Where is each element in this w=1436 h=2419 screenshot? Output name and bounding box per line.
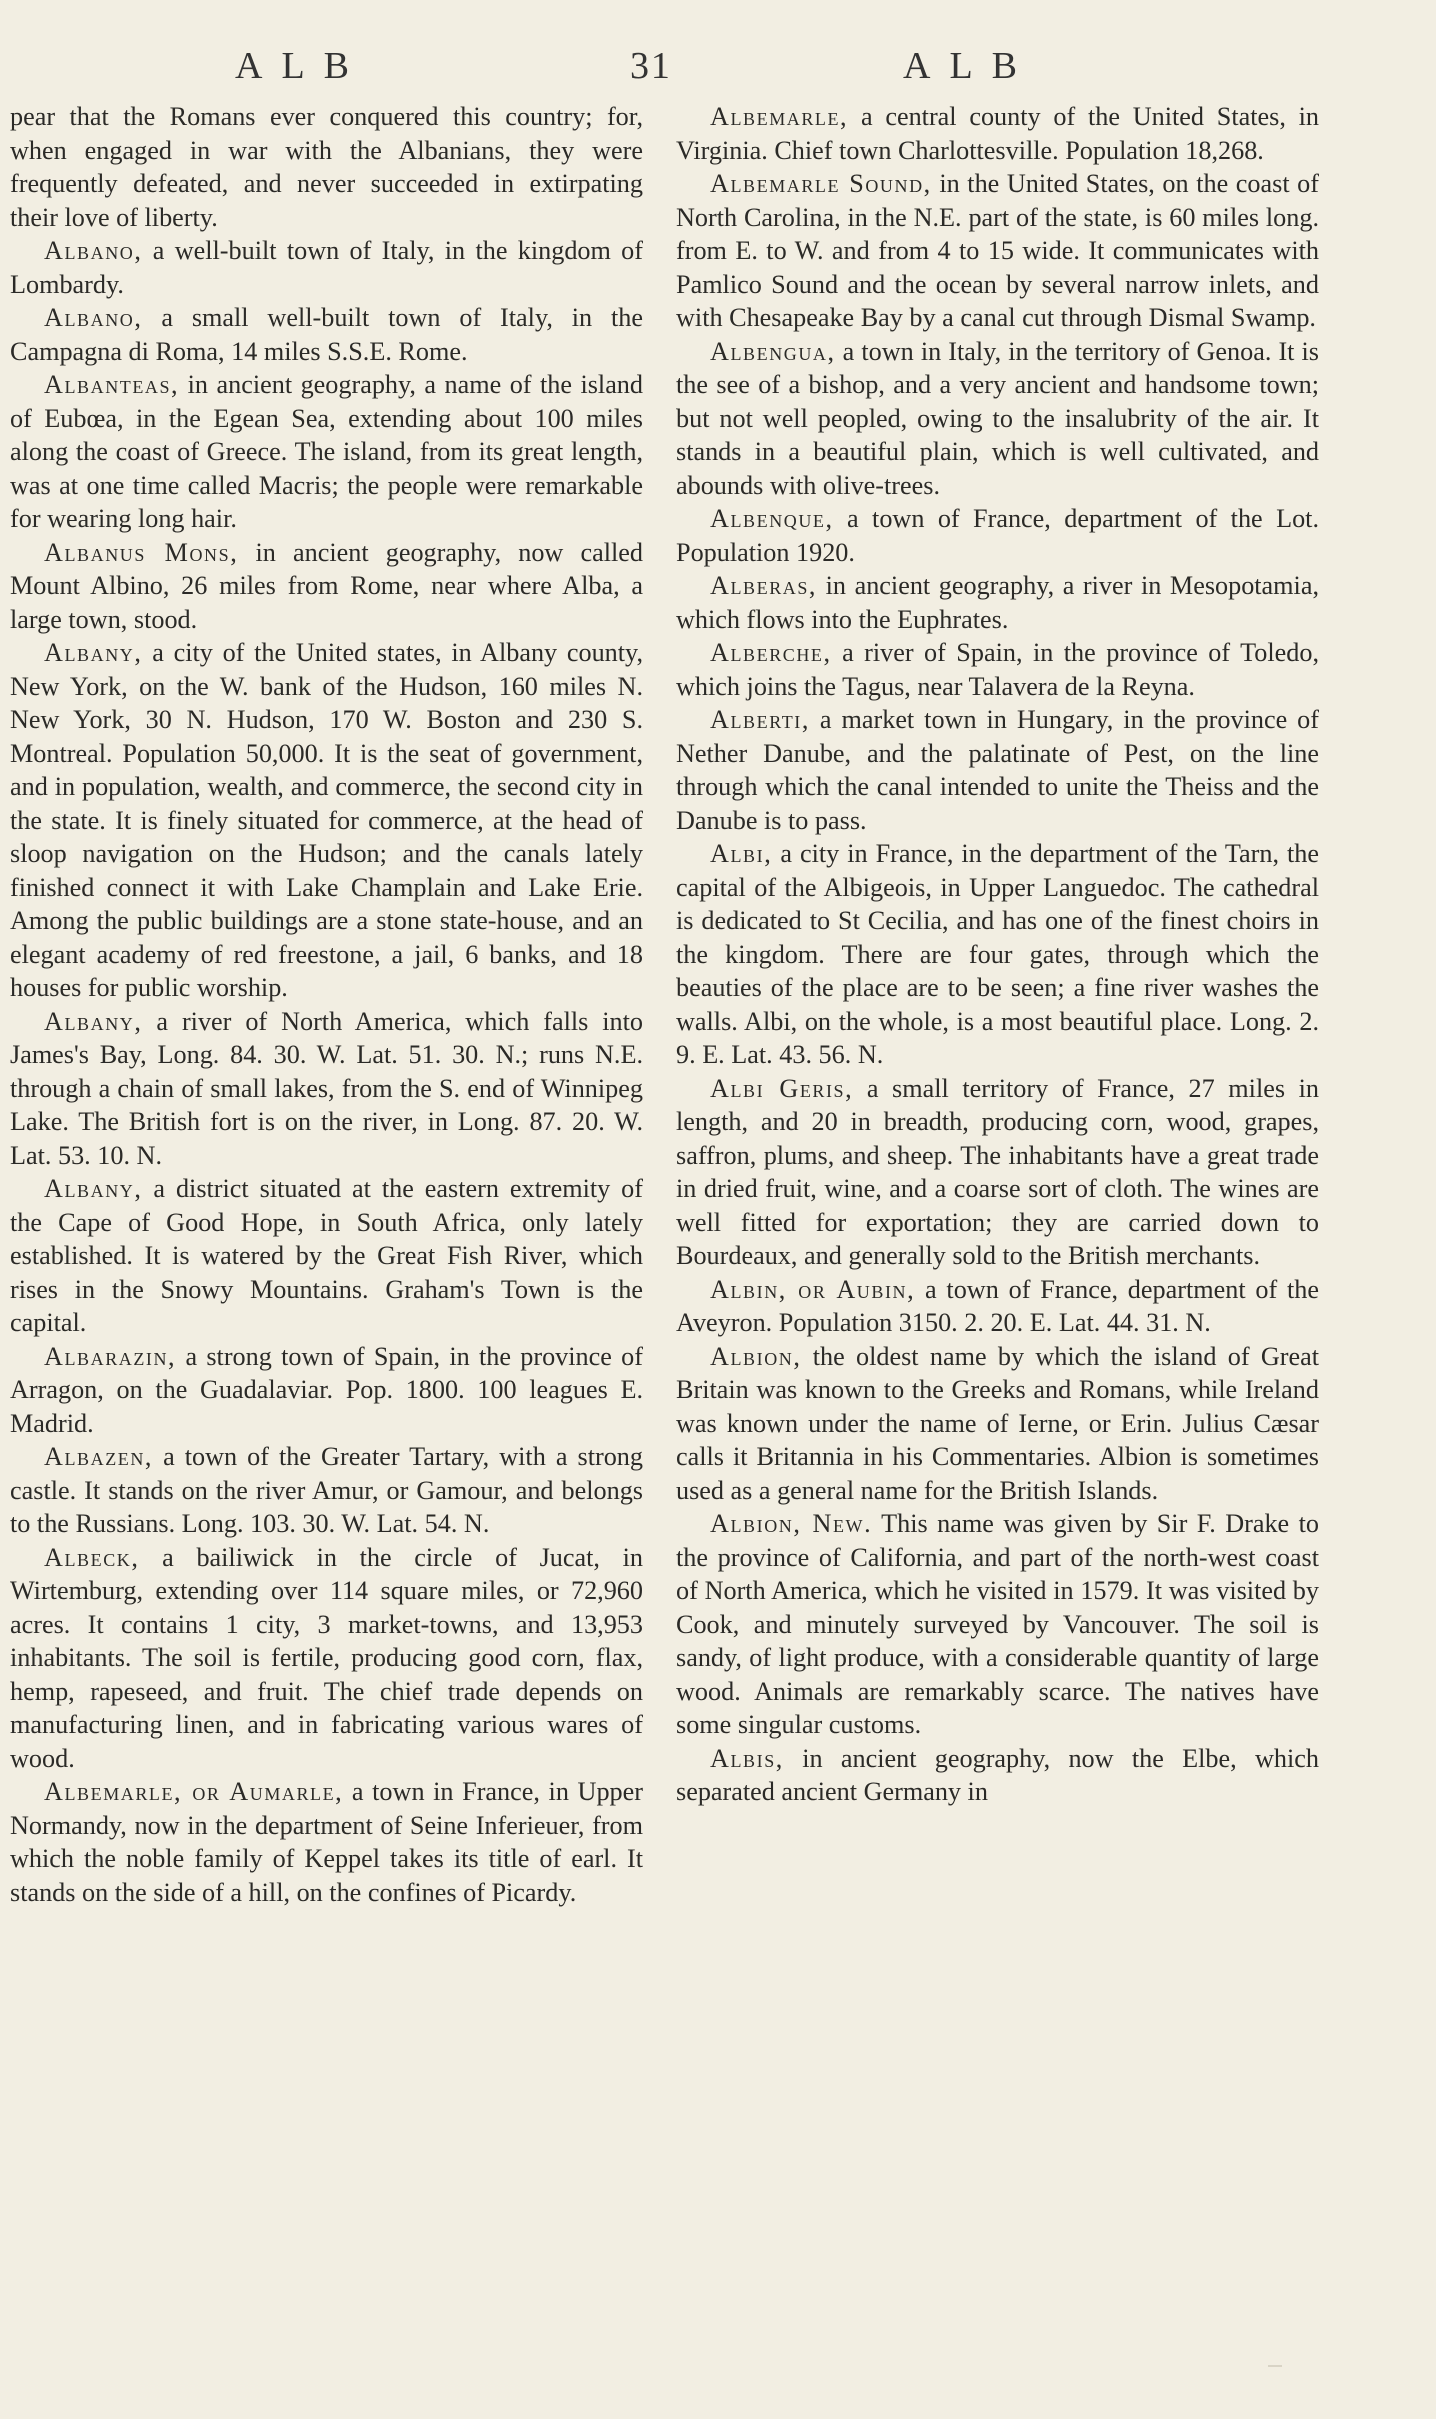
entry-headword: Albi, bbox=[710, 839, 773, 868]
dictionary-entry bbox=[676, 636, 1319, 703]
entry-text: a small territory of France, 27 miles in length, and 20 in breadth, producing corn, wood, grapes, saffron, plums, and sheep. The inhabitants have a great trade in dried fruit, wine, and a coarse sort of cloth. The wines are well fitted for exportation; they are carried down to Bourdeaux, and generally sold to the British merchants. bbox=[676, 1073, 1319, 1270]
entry-text: a city in France, in the department of the Tarn, the capital of the Albigeois, in Upper Languedoc. The cathedral is dedicated to St Cecilia, and has one of the finest choirs in the kingdom. There are four gates, through which the beauties of the place are to be seen; a fine river washes the walls. Albi, on the whole, is a most beautiful place. Long. 2. 9. E. Lat. 43. 56. N. bbox=[676, 839, 1319, 1069]
entry-text: in the United States, on the coast of North Carolina, in the N.E. part of the state, is 60 miles long. from E. to W. and from 4 to 15 wide. It communicates with Pamlico Sound and the ocean by several narrow inlets, and with Chesapeake Bay by a canal cut through Dismal Swamp. bbox=[676, 169, 1319, 332]
entry-headword: Albanus Mons, bbox=[44, 537, 239, 567]
dictionary-entry bbox=[676, 1072, 1319, 1273]
dictionary-entry bbox=[676, 100, 1319, 167]
dictionary-entry bbox=[676, 703, 1319, 837]
dictionary-entry bbox=[10, 1005, 643, 1173]
entry-headword: Albany, bbox=[44, 1006, 143, 1036]
right-column bbox=[676, 100, 1319, 1809]
header-left-guideword: ALB bbox=[235, 45, 368, 87]
dictionary-entry bbox=[10, 1541, 643, 1776]
entry-headword: Albany, bbox=[44, 1174, 143, 1203]
entry-headword: Albanteas, bbox=[44, 370, 180, 399]
dictionary-entry bbox=[676, 167, 1319, 335]
dictionary-entry bbox=[10, 234, 643, 301]
entry-headword: Albion, bbox=[710, 1341, 802, 1371]
entry-text: a river of Spain, in the province of Toledo, which joins the Tagus, near Talavera de la Reyna. bbox=[676, 638, 1319, 701]
entry-text: a town in France, in Upper Normandy, now in the department of Seine Inferieuer, from which the noble family of Keppel takes its title of earl. It stands on the side of a hill, on the confines of Picardy. bbox=[10, 1777, 643, 1907]
dictionary-entry bbox=[10, 1775, 643, 1909]
entry-text: in ancient geography, a name of the island of Eubœa, in the Egean Sea, extending about 100 miles along the coast of Greece. The island, from its great length, was at one time called Macris; the people were remarkable for wearing long hair. bbox=[10, 370, 643, 533]
entry-headword: Alberche, bbox=[710, 638, 832, 667]
entry-text: in ancient geography, a river in Mesopotamia, which flows into the Euphrates. bbox=[676, 571, 1319, 634]
entry-headword: Albi Geris, bbox=[710, 1073, 854, 1103]
entry-headword: Albenque, bbox=[710, 504, 834, 533]
entry-text: a district situated at the eastern extremity of the Cape of Good Hope, in South Africa, only lately established. It is watered by the Great Fish River, which rises in the Snowy Mountains. Graham's Town is the capital. bbox=[10, 1174, 643, 1337]
entry-text: a town of France, department of the Aveyron. Population 3150. 2. 20. E. Lat. 44. 31. N. bbox=[676, 1274, 1319, 1337]
dictionary-entry bbox=[676, 1340, 1319, 1508]
dictionary-entry bbox=[10, 1172, 643, 1340]
dictionary-entry bbox=[676, 335, 1319, 503]
page-number: 31 bbox=[630, 45, 672, 87]
entry-headword: Albemarle, or Aumarle, bbox=[44, 1777, 344, 1806]
entry-text: a city of the United states, in Albany county, New York, on the W. bank of the Hudson, 160 miles N. New York, 30 N. Hudson, 170 W. Boston and 230 S. Montreal. Population 50,000. It is the seat of government, and in population, wealth, and commerce, the second city in the state. It is finely situated for commerce, at the head of sloop navigation on the Hudson; and the canals lately finished connect it with Lake Champlain and Lake Erie. Among the public buildings are a stone state-house, and an elegant academy of red freestone, a jail, 6 banks, and 18 houses for public worship. bbox=[10, 638, 643, 1002]
dictionary-entry bbox=[676, 1273, 1319, 1340]
header-right-guideword: ALB bbox=[903, 45, 1036, 87]
dictionary-entry bbox=[10, 1340, 643, 1441]
entry-text: a town of France, department of the Lot. Population 1920. bbox=[676, 504, 1319, 567]
entry-headword: Albeck, bbox=[44, 1542, 140, 1572]
dictionary-entry bbox=[10, 536, 643, 637]
entry-text: a town in Italy, in the territory of Genoa. It is the see of a bishop, and a very ancient and handsome town; but not well peopled, owing to the insalubrity of the air. It stands in a beautiful plain, which is well cultivated, and abounds with olive-trees. bbox=[676, 336, 1319, 500]
entry-headword: Albin, or Aubin, bbox=[710, 1274, 916, 1304]
entry-headword: Albazen, bbox=[44, 1442, 154, 1471]
margin-mark bbox=[1268, 2365, 1282, 2367]
entry-text: This name was given by Sir F. Drake to the province of California, and part of the north-west coast of North America, which he visited in 1579. It was visited by Cook, and minutely surveyed by Vancouver. The soil is sandy, of light produce, with a considerable quantity of large wood. Animals are remarkably scarce. The natives have some singular customs. bbox=[676, 1509, 1319, 1739]
entry-headword: Albion, New. bbox=[710, 1509, 873, 1538]
entry-headword: Albis, bbox=[710, 1743, 784, 1773]
entry-headword: Albano, bbox=[44, 303, 143, 332]
entry-headword: Albany, bbox=[44, 638, 143, 667]
entry-text: the oldest name by which the island of Great Britain was known to the Greeks and Romans, while Ireland was known under the name of Ierne, or Erin. Julius Cæsar calls it Britannia in his Commentaries. Albion is sometimes used as a general name for the British Islands. bbox=[676, 1341, 1319, 1505]
entry-headword: Albano, bbox=[44, 236, 143, 265]
entry-text: a strong town of Spain, in the province of Arragon, on the Guadalaviar. Pop. 1800. 100 leagues E. Madrid. bbox=[10, 1341, 643, 1438]
entry-headword: Alberas, bbox=[710, 571, 818, 600]
entry-headword: Alberti, bbox=[710, 705, 810, 734]
left-column bbox=[10, 100, 643, 1909]
entry-headword: Albemarle Sound, bbox=[710, 169, 932, 198]
entry-text: a small well-built town of Italy, in the Campagna di Roma, 14 miles S.S.E. Rome. bbox=[10, 303, 643, 366]
dictionary-entry bbox=[10, 636, 643, 1005]
dictionary-entry bbox=[676, 502, 1319, 569]
entry-text: pear that the Romans ever conquered this country; for, when engaged in war with the Albanians, they were frequently defeated, and never succeeded in extirpating their love of liberty. bbox=[10, 102, 643, 232]
entry-text: in ancient geography, now called Mount Albino, 26 miles from Rome, near where Alba, a large town, stood. bbox=[10, 537, 644, 634]
running-header bbox=[0, 44, 1436, 90]
dictionary-entry bbox=[676, 1742, 1319, 1809]
entry-text: a bailiwick in the circle of Jucat, in Wirtemburg, extending over 114 square miles, or 72,960 acres. It contains 1 city, 3 market-towns, and 13,953 inhabitants. The soil is fertile, producing good corn, flax, hemp, rapeseed, and fruit. The chief trade depends on manufacturing linen, and in fabricating various wares of wood. bbox=[10, 1542, 643, 1773]
entry-text: a river of North America, which falls into James's Bay, Long. 84. 30. W. Lat. 51. 30. N.; runs N.E. through a chain of small lakes, from the S. end of Winnipeg Lake. The British fort is on the river, in Long. 87. 20. W. Lat. 53. 10. N. bbox=[10, 1006, 643, 1170]
entry-headword: Albengua, bbox=[710, 336, 836, 366]
dictionary-entry bbox=[676, 837, 1319, 1072]
dictionary-entry bbox=[10, 1440, 643, 1541]
entry-text: in ancient geography, now the Elbe, which separated ancient Germany in bbox=[676, 1743, 1319, 1806]
dictionary-entry bbox=[676, 569, 1319, 636]
entry-headword: Albarazin, bbox=[44, 1341, 177, 1371]
dictionary-entry bbox=[10, 368, 643, 536]
dictionary-entry bbox=[10, 100, 643, 234]
entry-text: a market town in Hungary, in the province of Nether Danube, and the palatinate of Pest, on the line through which the canal intended to unite the Theiss and the Danube is to pass. bbox=[676, 705, 1319, 835]
dictionary-entry bbox=[10, 301, 643, 368]
dictionary-entry bbox=[676, 1507, 1319, 1742]
entry-text: a well-built town of Italy, in the kingdom of Lombardy. bbox=[10, 236, 643, 299]
entry-headword: Albemarle, bbox=[710, 102, 849, 131]
entry-text: a central county of the United States, in Virginia. Chief town Charlottesville. Population 18,268. bbox=[676, 102, 1319, 165]
entry-text: a town of the Greater Tartary, with a strong castle. It stands on the river Amur, or Gamour, and belongs to the Russians. Long. 103. 30. W. Lat. 54. N. bbox=[10, 1442, 643, 1538]
